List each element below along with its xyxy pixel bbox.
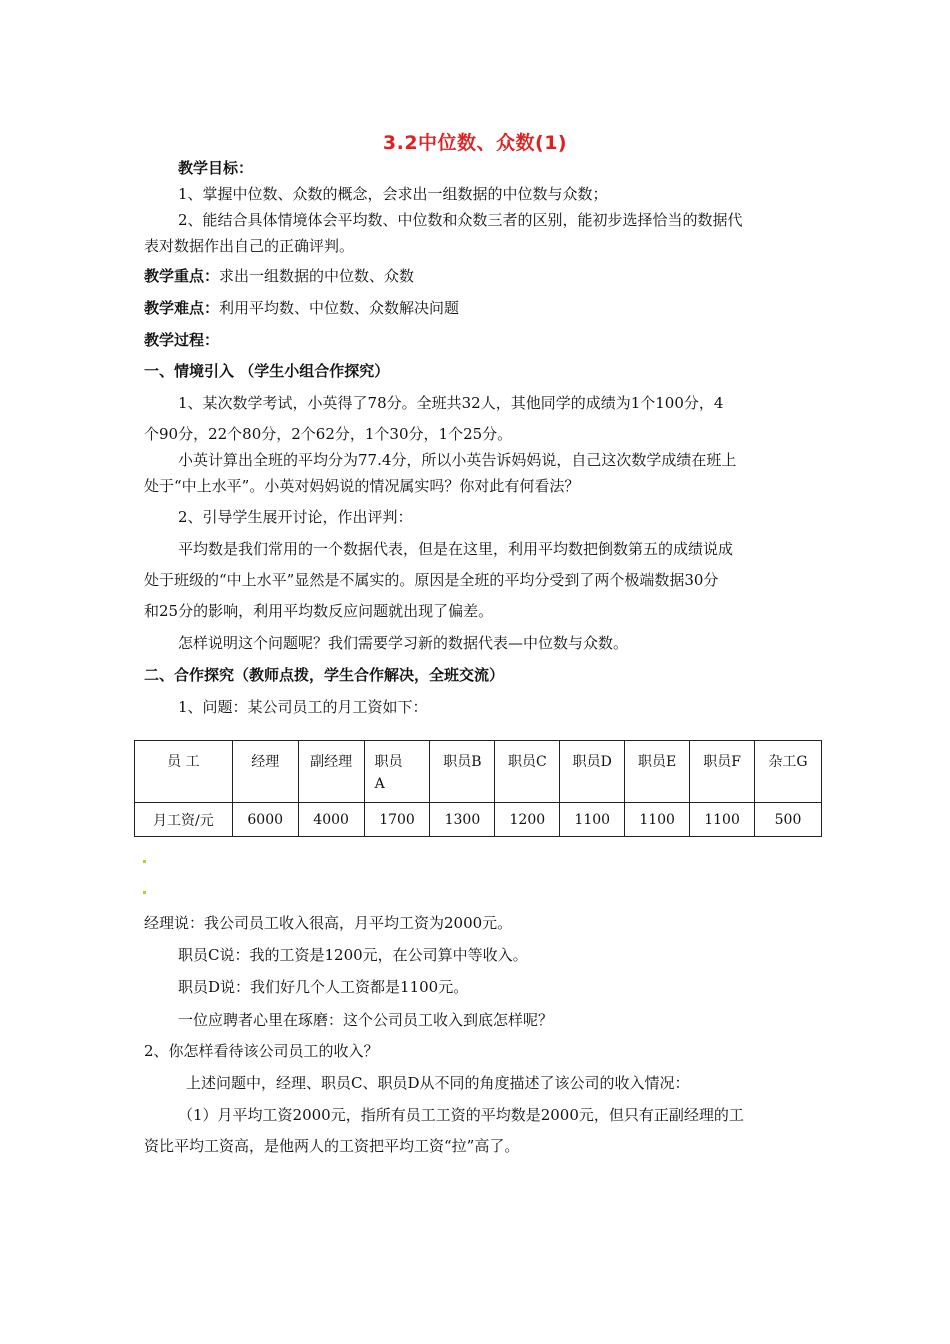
statement-staff-c: 职员C说：我的工资是1200元，在公司算中等收入。: [178, 946, 528, 964]
statement-manager: 经理说：我公司员工收入很高，月平均工资为2000元。: [144, 914, 513, 932]
table-cell: 4000: [298, 803, 364, 837]
section-1-p2-line-2: 处于“中上水平”。小英对妈妈说的情况属实吗？你对此有何看法？: [144, 477, 580, 495]
table-cell: 1700: [364, 803, 430, 837]
section-1-p5: 怎样说明这个问题呢？我们需要学习新的数据代表—中位数与众数。: [178, 634, 629, 652]
paragraph-6: 上述问题中，经理、职员C、职员D从不同的角度描述了该公司的收入情况：: [186, 1074, 690, 1092]
section-1-p1-line-2: 个90分，22个80分，2个62分，1个30分，1个25分。: [144, 425, 513, 443]
section-2-heading: 二、合作探究（教师点拨，学生合作解决，全班交流）: [144, 666, 505, 684]
table-cell: 6000: [232, 803, 298, 837]
table-header-cell: 职员D: [560, 741, 625, 803]
process-heading: 教学过程：: [144, 331, 220, 349]
section-2-question-1: 1、问题：某公司员工的月工资如下：: [178, 698, 428, 716]
table-header-cell: 职员B: [430, 741, 495, 803]
table-row: [135, 803, 822, 837]
table-header-cell: 杂工G: [755, 741, 822, 803]
table-cell: 500: [755, 803, 822, 837]
table-header-cell: 副经理: [298, 741, 364, 803]
objectives-heading: 教学目标：: [178, 159, 254, 177]
table-cell: 1100: [625, 803, 690, 837]
table-header-row: [135, 741, 822, 803]
difficulty: [144, 298, 459, 318]
statement-staff-d: 职员D说：我们好几个人工资都是1100元。: [178, 978, 469, 996]
key-point: [144, 266, 414, 286]
stray-mark: [143, 891, 146, 894]
objective-item-2-line-2: 表对数据作出自己的正确评判。: [144, 237, 355, 255]
section-1-p4-line-3: 和25分的影响，利用平均数反应问题就出现了偏差。: [144, 602, 494, 620]
wage-table: [134, 740, 822, 837]
table-header-cell: 职员E: [625, 741, 690, 803]
stray-mark: [143, 860, 146, 863]
table-cell: 1100: [690, 803, 755, 837]
objective-item-2-line-1: 2、能结合具体情境体会平均数、中位数和众数三者的区别，能初步选择恰当的数据代: [178, 211, 743, 229]
table-cell: 1100: [560, 803, 625, 837]
section-1-p2-line-1: 小英计算出全班的平均分为77.4分，所以小英告诉妈妈说，自己这次数学成绩在班上: [178, 451, 737, 469]
table-cell: 1200: [495, 803, 560, 837]
table-header-cell: 经理: [232, 741, 298, 803]
table-header-cell: 职员F: [690, 741, 755, 803]
table-cell: 1300: [430, 803, 495, 837]
question-2: 2、你怎样看待该公司员工的收入？: [144, 1042, 379, 1060]
key-point-text: 求出一组数据的中位数、众数: [219, 267, 415, 285]
table-header-cell: 职员C: [495, 741, 560, 803]
key-point-label: 教学重点：: [144, 267, 220, 285]
table-header-cell: [364, 741, 430, 803]
header-staff-a-line-2: A: [374, 776, 385, 792]
difficulty-label: 教学难点：: [144, 299, 220, 317]
table-row-label: 月工资/元: [135, 803, 233, 837]
header-staff-a-line-1: 职员: [374, 754, 403, 770]
paragraph-7-line-2: 资比平均工资高，是他两人的工资把平均工资“拉”高了。: [144, 1137, 520, 1155]
section-1-heading: 一、情境引入 （学生小组合作探究）: [144, 362, 390, 380]
objective-item-1: 1、掌握中位数、众数的概念，会求出一组数据的中位数与众数；: [178, 185, 608, 203]
section-1-p4-line-2: 处于班级的“中上水平”显然是不属实的。原因是全班的平均分受到了两个极端数据30分: [144, 571, 719, 589]
section-1-p3: 2、引导学生展开讨论，作出评判：: [178, 508, 413, 526]
section-1-p4-line-1: 平均数是我们常用的一个数据代表，但是在这里，利用平均数把倒数第五的成绩说成: [178, 540, 734, 558]
statement-applicant: 一位应聘者心里在琢磨：这个公司员工收入到底怎样呢？: [178, 1011, 554, 1029]
difficulty-text: 利用平均数、中位数、众数解决问题: [219, 299, 460, 317]
paragraph-7-line-1: （1）月平均工资2000元，指所有员工工资的平均数是2000元，但只有正副经理的工: [178, 1106, 744, 1124]
table-header-cell: 员 工: [135, 741, 233, 803]
page-title: 3.2中位数、众数(1): [382, 132, 568, 154]
section-1-p1-line-1: 1、某次数学考试，小英得了78分。全班共32人，其他同学的成绩为1个100分，4: [178, 394, 724, 412]
